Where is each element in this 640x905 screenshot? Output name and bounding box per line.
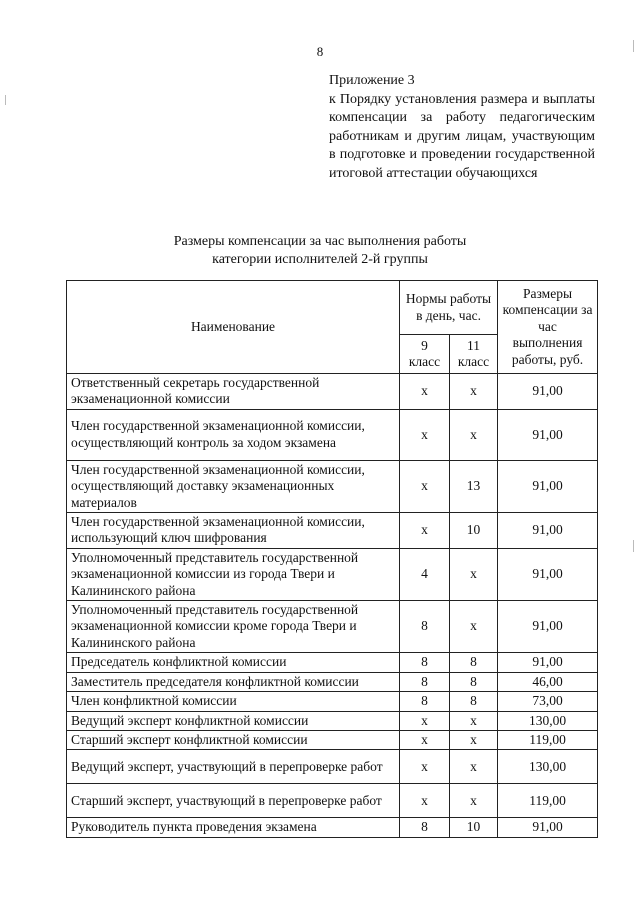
page-number: 8 bbox=[316, 44, 324, 59]
cell-compensation: 91,00 bbox=[498, 460, 598, 512]
cell-name: Ведущий эксперт, участвующий в перепроверке работ bbox=[67, 750, 400, 784]
table-row bbox=[67, 601, 598, 653]
header-name: Наименование bbox=[67, 281, 400, 374]
cell-grade-11: 8 bbox=[450, 672, 498, 691]
cell-grade-9: х bbox=[400, 711, 450, 730]
cell-name: Уполномоченный представитель государственной экзаменационной комиссии кроме города Твери и Калининского района bbox=[67, 601, 400, 653]
cell-compensation: 91,00 bbox=[498, 653, 598, 672]
cell-name: Член государственной экзаменационной комиссии, осуществляющий доставку экзаменационных материалов bbox=[67, 460, 400, 512]
cell-name: Старший эксперт конфликтной комиссии bbox=[67, 730, 400, 749]
cell-grade-11: х bbox=[450, 711, 498, 730]
header-grade-11: 11 класс bbox=[450, 335, 498, 374]
table-row bbox=[67, 750, 598, 784]
cell-name: Заместитель председателя конфликтной комиссии bbox=[67, 672, 400, 691]
cell-compensation: 91,00 bbox=[498, 601, 598, 653]
table-row bbox=[67, 409, 598, 460]
cell-grade-11: х bbox=[450, 601, 498, 653]
cell-grade-11: х bbox=[450, 784, 498, 818]
cell-grade-9: х bbox=[400, 513, 450, 549]
cell-compensation: 91,00 bbox=[498, 513, 598, 549]
appendix-heading: Приложение 3 bbox=[329, 73, 415, 88]
appendix-text: к Порядку установления размера и выплаты компенсации за работу педагогическим работникам и другим лицам, участвующим в подготовке и проведении государственной итоговой аттестации обучающихся bbox=[329, 91, 595, 181]
compensation-table bbox=[66, 280, 598, 838]
cell-grade-11: 8 bbox=[450, 653, 498, 672]
cell-grade-9: х bbox=[400, 460, 450, 512]
cell-grade-9: х bbox=[400, 374, 450, 410]
cell-name: Старший эксперт, участвующий в перепроверке работ bbox=[67, 784, 400, 818]
cell-grade-9: 8 bbox=[400, 653, 450, 672]
table-row bbox=[67, 653, 598, 672]
table-body bbox=[67, 374, 598, 838]
cell-grade-9: х bbox=[400, 409, 450, 460]
cell-name: Член государственной экзаменационной комиссии, использующий ключ шифрования bbox=[67, 513, 400, 549]
table-row bbox=[67, 672, 598, 691]
table-row bbox=[67, 818, 598, 837]
cell-grade-11: х bbox=[450, 409, 498, 460]
cell-compensation: 91,00 bbox=[498, 818, 598, 837]
table-row bbox=[67, 513, 598, 549]
cell-name: Руководитель пункта проведения экзамена bbox=[67, 818, 400, 837]
scan-edge-mark bbox=[633, 40, 634, 52]
cell-grade-11: х bbox=[450, 548, 498, 600]
cell-compensation: 130,00 bbox=[498, 711, 598, 730]
header-grade-9: 9 класс bbox=[400, 335, 450, 374]
table-row bbox=[67, 784, 598, 818]
cell-grade-11: х bbox=[450, 730, 498, 749]
cell-grade-9: 4 bbox=[400, 548, 450, 600]
header-norms: Нормы работы в день, час. bbox=[400, 281, 498, 335]
table-title bbox=[0, 233, 640, 269]
cell-name: Председатель конфликтной комиссии bbox=[67, 653, 400, 672]
cell-grade-11: 10 bbox=[450, 818, 498, 837]
cell-grade-9: х bbox=[400, 784, 450, 818]
cell-grade-11: х bbox=[450, 750, 498, 784]
cell-compensation: 91,00 bbox=[498, 548, 598, 600]
cell-compensation: 91,00 bbox=[498, 409, 598, 460]
cell-grade-9: 8 bbox=[400, 601, 450, 653]
cell-grade-9: х bbox=[400, 730, 450, 749]
cell-grade-9: 8 bbox=[400, 818, 450, 837]
cell-compensation: 130,00 bbox=[498, 750, 598, 784]
cell-compensation: 119,00 bbox=[498, 784, 598, 818]
table-row bbox=[67, 711, 598, 730]
header-compensation: Размеры компенсации за час выполнения работы, руб. bbox=[498, 281, 598, 374]
cell-compensation: 119,00 bbox=[498, 730, 598, 749]
cell-name: Уполномоченный представитель государственной экзаменационной комиссии из города Твери и Калининского района bbox=[67, 548, 400, 600]
cell-compensation: 73,00 bbox=[498, 692, 598, 711]
cell-grade-11: 10 bbox=[450, 513, 498, 549]
table-row bbox=[67, 460, 598, 512]
appendix-block bbox=[329, 72, 595, 183]
cell-name: Член государственной экзаменационной комиссии, осуществляющий контроль за ходом экзамена bbox=[67, 409, 400, 460]
cell-compensation: 91,00 bbox=[498, 374, 598, 410]
cell-compensation: 46,00 bbox=[498, 672, 598, 691]
table-row bbox=[67, 692, 598, 711]
cell-grade-11: 8 bbox=[450, 692, 498, 711]
table-title-line-1: Размеры компенсации за час выполнения работы bbox=[173, 234, 467, 249]
cell-grade-9: 8 bbox=[400, 692, 450, 711]
cell-name: Ответственный секретарь государственной экзаменационной комиссии bbox=[67, 374, 400, 410]
cell-grade-11: х bbox=[450, 374, 498, 410]
cell-name: Ведущий эксперт конфликтной комиссии bbox=[67, 711, 400, 730]
scan-edge-mark bbox=[5, 95, 6, 105]
cell-grade-11: 13 bbox=[450, 460, 498, 512]
scan-edge-mark bbox=[633, 540, 634, 552]
cell-name: Член конфликтной комиссии bbox=[67, 692, 400, 711]
table-row bbox=[67, 730, 598, 749]
table-row bbox=[67, 374, 598, 410]
table-row bbox=[67, 548, 598, 600]
table-title-line-2: категории исполнителей 2-й группы bbox=[212, 252, 428, 267]
cell-grade-9: х bbox=[400, 750, 450, 784]
cell-grade-9: 8 bbox=[400, 672, 450, 691]
